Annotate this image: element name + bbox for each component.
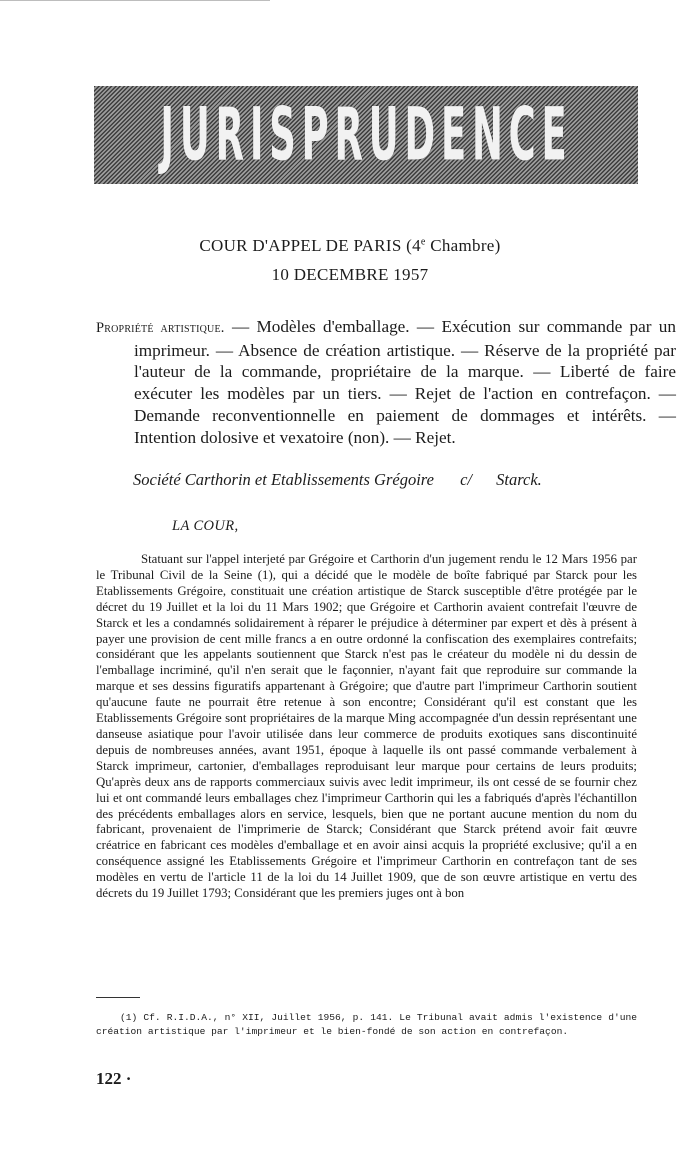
party-appellants: Société Carthorin et Etablissements Grégoire [133, 470, 434, 489]
top-rule [0, 0, 270, 1]
banner-title: JURISPRUDENCE [159, 92, 573, 178]
court-name [0, 236, 700, 256]
court-name-suffix: Chambre) [425, 236, 501, 255]
judgment-body: Statuant sur l'appel interjeté par Grégoire et Carthorin d'un jugement rendu le 12 Mars 1956 par le Tribunal Civil de la Seine (1), qui a décidé que le modèle de boîte fabriqué par Starck pour les Etablissements Grégoire, constituait une création artistique de Starck susceptible d'être protégée par le décret du 19 Juillet et la loi du 11 Mars 1902; que Grégoire et Carthorin avaient contrefait l'œuvre de Starck et les a condamnés solidairement à réparer le préjudice à déterminer par expert et dès à présent à payer une provision de cent mille francs a en outre ordonné la confiscation des exemplaires contrefaits; considérant que les appelants soutiennent que Starck n'est pas le créateur du modèle ni du dessin de l'emballage incriminé, qu'il n'en serait que le façonnier, n'ayant fait que reproduire sur commande la marque et ses dessins figuratifs appartenant à Grégoire; que d'autre part l'imprimeur Carthorin soutient qu'aucune faute ne pourrait être retenue à son encontre; Considérant qu'il est constant que les Etablissements Grégoire sont propriétaires de la marque Ming accompagnée d'un dessin représentant une danseuse asiatique pour l'avoir utilisée dans leur commerce de produits exotiques sans discontinuité depuis de nombreuses années, avant 1951, époque à laquelle ils ont passé commande verbalement à Starck imprimeur, cartonier, d'emballages reproduisant leur marque pour certains de leurs produits; Qu'après deux ans de rapports commerciaux suivis avec ledit imprimeur, ils ont cessé de se fournir chez lui et ont commandé leurs emballages chez l'imprimeur Carthorin qui les a fabriqués d'après l'échantillon des précédents emballages alors en service, lesquels, bien que ne portant aucune mention du nom du fabricant, provenaient de l'imprimerie de Starck; Considérant que Starck prétend avoir fait œuvre créatrice en fabricant ces modèles d'emballage et en avoir ainsi acquis la propriété exclusive; qu'il a en conséquence assigné les Etablissements Grégoire et l'imprimeur Carthorin en contrefaçon tant de ses modèles en vertu de l'article 11 de la loi du 14 Juillet 1909, que de son œuvre artistique en vertu des décrets du 19 Juillet 1793; Considérant que les premiers juges ont à bon [96, 552, 637, 901]
case-parties [133, 470, 613, 490]
party-separator: c/ [460, 470, 472, 489]
court-name-prefix: COUR D'APPEL DE PARIS (4 [199, 236, 421, 255]
court-name-sup: e [420, 236, 426, 248]
summary-lead: Propriété artistique. [96, 320, 225, 336]
page-number: 122 · [96, 1069, 132, 1088]
summary-text: — Modèles d'emballage. — Exécution sur commande par un imprimeur. — Absence de création artistique. — Réserve de la propriété par l'auteur de la commande, propriétaire de la marque. — Liberté de faire exécuter les modèles par un tiers. — Rejet de l'action en contrefaçon. — Demande reconventionnelle en paiement de dommages et intérêts. — Intention dolosive et vexatoire (non). — Rejet. [134, 317, 676, 447]
jurisprudence-banner [94, 86, 638, 184]
la-cour-heading: LA COUR, [172, 518, 239, 534]
decision-date: 10 DECEMBRE 1957 [271, 265, 429, 284]
footnote-rule [96, 997, 140, 998]
footnote: (1) Cf. R.I.D.A., n° XII, Juillet 1956, p. 141. Le Tribunal avait admis l'existence d'une création artistique par l'imprimeur et le bien-fondé de son action en contrefaçon. [96, 1012, 637, 1037]
case-summary [96, 316, 676, 448]
party-respondent: Starck. [496, 470, 542, 489]
